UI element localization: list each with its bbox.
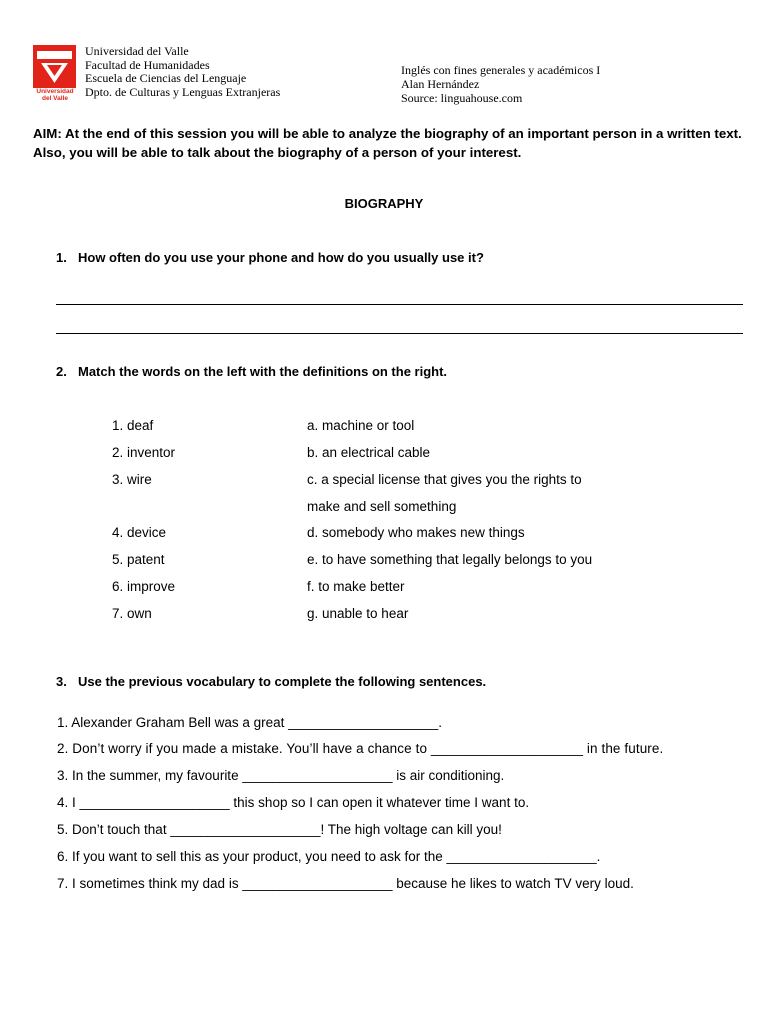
question-text: Match the words on the left with the definitions on the right. <box>78 364 448 379</box>
institution-line: Facultad de Humanidades <box>85 57 210 72</box>
aim-statement: AIM: At the end of this session you will be able to analyze the biography of an important person in a written text. Also, you will be able to talk about the biography of a person of your interest. <box>33 126 742 160</box>
institution-line: Dpto. de Culturas y Lenguas Extranjeras <box>85 84 281 99</box>
match-word: 6. improve <box>112 579 176 594</box>
course-line: Inglés con fines generales y académicos I <box>401 63 601 77</box>
logo-emblem <box>33 45 76 88</box>
question-1 <box>56 250 484 265</box>
question-2 <box>56 364 447 379</box>
match-definition: g. unable to hear <box>307 606 409 621</box>
course-line: Source: linguahouse.com <box>401 91 523 105</box>
match-definition: e. to have something that legally belongs to you <box>307 552 593 567</box>
university-logo <box>33 45 76 103</box>
match-word: 3. wire <box>112 472 152 487</box>
answer-line[interactable] <box>56 333 743 334</box>
match-definition: f. to make better <box>307 579 405 594</box>
match-definition: c. a special license that gives you the rights to <box>307 472 582 487</box>
question-text: Use the previous vocabulary to complete the following sentences. <box>78 674 487 689</box>
match-definition: b. an electrical cable <box>307 445 431 460</box>
institution-block <box>85 45 280 99</box>
fill-in-sentence: 2. Don’t worry if you made a mistake. You’ll have a chance to ____________________ in the future. <box>57 741 664 756</box>
answer-line[interactable] <box>56 304 743 305</box>
question-number: 2. <box>56 364 67 379</box>
question-number: 3. <box>56 674 67 689</box>
institution-line: Universidad del Valle <box>85 44 189 58</box>
fill-in-sentence: 1. Alexander Graham Bell was a great ____________________. <box>57 715 443 730</box>
question-text: How often do you use your phone and how do you usually use it? <box>78 250 484 265</box>
match-word: 5. patent <box>112 552 165 567</box>
institution-line: Escuela de Ciencias del Lenguaje <box>85 71 247 85</box>
match-definition: a. machine or tool <box>307 418 415 433</box>
fill-in-sentence: 7. I sometimes think my dad is ____________________ because he likes to watch TV very loud. <box>57 876 634 891</box>
fill-in-sentence: 3. In the summer, my favourite ____________________ is air conditioning. <box>57 768 505 783</box>
match-word: 7. own <box>112 606 152 621</box>
match-word: 2. inventor <box>112 445 176 460</box>
match-definition: make and sell something <box>307 499 457 514</box>
question-number: 1. <box>56 250 67 265</box>
fill-in-sentence: 4. I ____________________ this shop so I can open it whatever time I want to. <box>57 795 530 810</box>
match-word: 1. deaf <box>112 418 154 433</box>
page-title: BIOGRAPHY <box>344 196 424 211</box>
match-word: 4. device <box>112 525 167 540</box>
course-line: Alan Hernández <box>401 77 480 91</box>
fill-in-sentence: 5. Don’t touch that ____________________! The high voltage can kill you! <box>57 822 502 837</box>
logo-caption: Universidad del Valle <box>36 88 74 102</box>
question-3 <box>56 674 486 689</box>
fill-in-sentence: 6. If you want to sell this as your product, you need to ask for the ____________________. <box>57 849 601 864</box>
course-block <box>401 63 600 105</box>
match-definition: d. somebody who makes new things <box>307 525 525 540</box>
